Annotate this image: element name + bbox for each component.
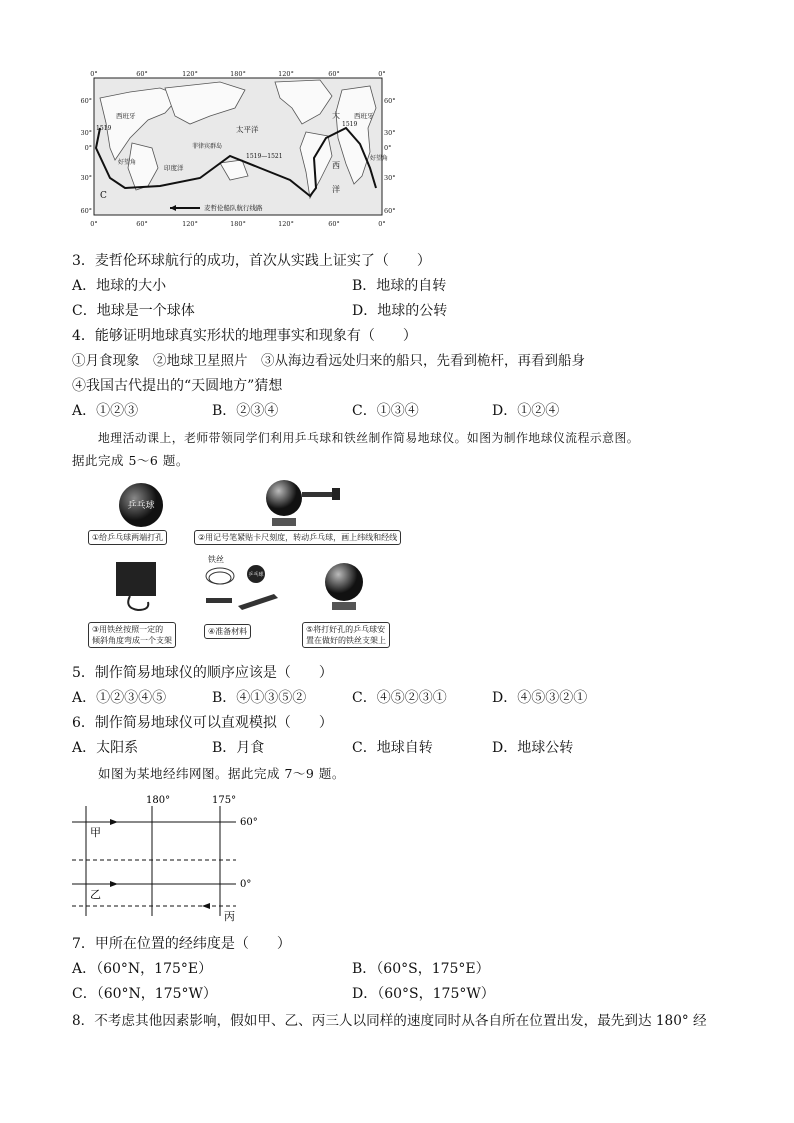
q6-option-a[interactable]: A．太阳系	[72, 740, 139, 756]
grid-lon-175: 175°	[212, 795, 237, 806]
bottom-lon-5: 60°	[328, 220, 340, 228]
left-lat-0: 60°	[80, 97, 92, 105]
q7-stem: 7．甲所在位置的经纬度是（ ）	[72, 936, 291, 952]
left-lat-2: 0°	[84, 144, 92, 152]
grid-lat-0: 0°	[240, 879, 252, 890]
point-bing-label: 丙	[224, 910, 235, 922]
point-jia-label: 甲	[90, 826, 101, 839]
bottom-lon-6: 0°	[378, 220, 386, 228]
step-5-caption-line2: 置在做好的铁丝支架上	[306, 636, 386, 645]
ball-label-2: 乒乓球	[248, 572, 264, 578]
label-route-years: 1519—1521	[246, 153, 283, 160]
q3-option-b[interactable]: B．地球的自转	[352, 278, 447, 294]
label-haowang: 好望角	[118, 159, 137, 166]
grid-lon-180: 180°	[146, 795, 171, 806]
q7-option-c[interactable]: C．（60°N，175°W）	[72, 986, 217, 1002]
q7-option-b[interactable]: B．（60°S，175°E）	[352, 961, 490, 977]
q8-stem: 8．不考虑其他因素影响，假如甲、乙、丙三人以同样的速度同时从各自所在位置出发，最先到达 180° 经	[72, 1013, 707, 1029]
left-lat-3: 30°	[80, 174, 92, 182]
label-year-right: 1519	[342, 121, 358, 128]
q5-option-c[interactable]: C．④⑤②③①	[352, 690, 447, 706]
q7-option-d[interactable]: D．（60°S，175°W）	[352, 986, 495, 1002]
finished-globe-image	[314, 558, 374, 618]
label-indian: 印度洋	[164, 164, 184, 172]
bottom-lon-2: 120°	[182, 220, 198, 228]
wire-stand-image	[110, 558, 170, 618]
q5-option-b[interactable]: B．④①③⑤②	[212, 690, 307, 706]
left-lat-4: 60°	[80, 207, 92, 215]
step-4-caption: ④准备材料	[204, 624, 251, 639]
right-lat-1: 30°	[384, 129, 396, 137]
globe-steps-figure	[88, 474, 428, 659]
intro-7-9: 如图为某地经纬网图。据此完成 7～9 题。	[98, 766, 345, 781]
q4-statements-line2: ④我国古代提出的“天圆地方”猜想	[72, 378, 283, 394]
grid-svg	[66, 790, 266, 922]
q4-option-c[interactable]: C．①③④	[352, 403, 419, 419]
step-3-caption-line2: 倾斜角度弯成一个支架	[92, 636, 172, 645]
q3-option-d[interactable]: D．地球的公转	[352, 303, 448, 319]
q4-option-a[interactable]: A．①②③	[72, 403, 139, 419]
top-lon-3: 180°	[230, 70, 246, 78]
label-philippines: 菲律宾群岛	[192, 143, 223, 150]
label-xi: 西	[332, 161, 340, 170]
q4-option-b[interactable]: B．②③④	[212, 403, 279, 419]
magellan-route-map	[70, 68, 400, 238]
q4-option-d[interactable]: D．①②④	[492, 403, 560, 419]
step-3-caption	[88, 622, 176, 648]
intro-5-6-line2: 据此完成 5～6 题。	[72, 453, 189, 468]
bottom-lon-3: 180°	[230, 220, 246, 228]
top-lon-4: 120°	[278, 70, 294, 78]
materials-image	[198, 554, 288, 620]
top-lon-6: 0°	[378, 70, 386, 78]
right-lat-2: 0°	[384, 144, 392, 152]
top-lon-0: 0°	[90, 70, 98, 78]
point-yi-label: 乙	[90, 888, 101, 901]
q5-stem: 5．制作简易地球仪的顺序应该是（ ）	[72, 665, 333, 681]
label-c: C	[100, 191, 107, 201]
q6-option-b[interactable]: B．月食	[212, 740, 265, 756]
left-lat-1: 30°	[80, 129, 92, 137]
q4-stem: 4．能够证明地球真实形状的地理事实和现象有（ ）	[72, 328, 417, 344]
step-2-caption: ②用记号笔紧贴卡尺刻度，转动乒乓球，画上纬线和经线	[194, 530, 401, 545]
right-lat-3: 30°	[384, 174, 396, 182]
right-lat-0: 60°	[384, 97, 396, 105]
ball-label: 乒乓球	[127, 501, 155, 511]
q6-stem: 6．制作简易地球仪可以直观模拟（ ）	[72, 715, 333, 731]
world-map-svg	[70, 68, 400, 238]
top-lon-5: 60°	[328, 70, 340, 78]
step-5-caption-line1: ⑤将打好孔的乒乓球安	[306, 625, 386, 634]
q7-option-a[interactable]: A．（60°N，175°E）	[72, 961, 213, 977]
grid-lat-60: 60°	[240, 817, 258, 828]
q6-option-c[interactable]: C．地球自转	[352, 740, 433, 756]
label-spain-right: 西班牙	[354, 112, 374, 120]
q3-option-a[interactable]: A．地球的大小	[72, 278, 167, 294]
bottom-lon-1: 60°	[136, 220, 148, 228]
step-5-caption	[302, 622, 390, 648]
intro-5-6-line1: 地理活动课上，老师带领同学们利用乒乓球和铁丝制作简易地球仪。如图为制作地球仪流程示意图。	[98, 431, 640, 445]
ping-pong-ball-image	[116, 480, 166, 530]
drawing-globe-image	[256, 474, 356, 532]
legend-route: 麦哲伦船队航行线路	[204, 204, 263, 212]
top-lon-1: 60°	[136, 70, 148, 78]
label-pacific: 太平洋	[236, 125, 259, 134]
right-lat-4: 60°	[384, 207, 396, 215]
bottom-lon-4: 120°	[278, 220, 294, 228]
wire-label: 铁丝	[208, 555, 224, 564]
step-3-caption-line1: ③用铁丝按照一定的	[92, 625, 164, 634]
label-haowang-right: 好望角	[370, 155, 389, 162]
bottom-lon-0: 0°	[90, 220, 98, 228]
label-yang: 洋	[332, 185, 340, 194]
q4-statements-line1: ①月食现象 ②地球卫星照片 ③从海边看远处归来的船只，先看到桅杆，再看到船身	[72, 353, 585, 369]
q5-option-a[interactable]: A．①②③④⑤	[72, 690, 167, 706]
label-da: 大	[332, 111, 340, 120]
q5-option-d[interactable]: D．④⑤③②①	[492, 690, 588, 706]
q3-option-c[interactable]: C．地球是一个球体	[72, 303, 195, 319]
step-1-caption: ①给乒乓球两端打孔	[88, 530, 167, 545]
label-spain-left: 西班牙	[116, 112, 136, 120]
q6-option-d[interactable]: D．地球公转	[492, 740, 574, 756]
top-lon-2: 120°	[182, 70, 198, 78]
q3-stem: 3．麦哲伦环球航行的成功，首次从实践上证实了（ ）	[72, 253, 431, 269]
lat-lon-grid-figure	[66, 790, 266, 922]
label-year-left: 1519	[96, 125, 112, 132]
